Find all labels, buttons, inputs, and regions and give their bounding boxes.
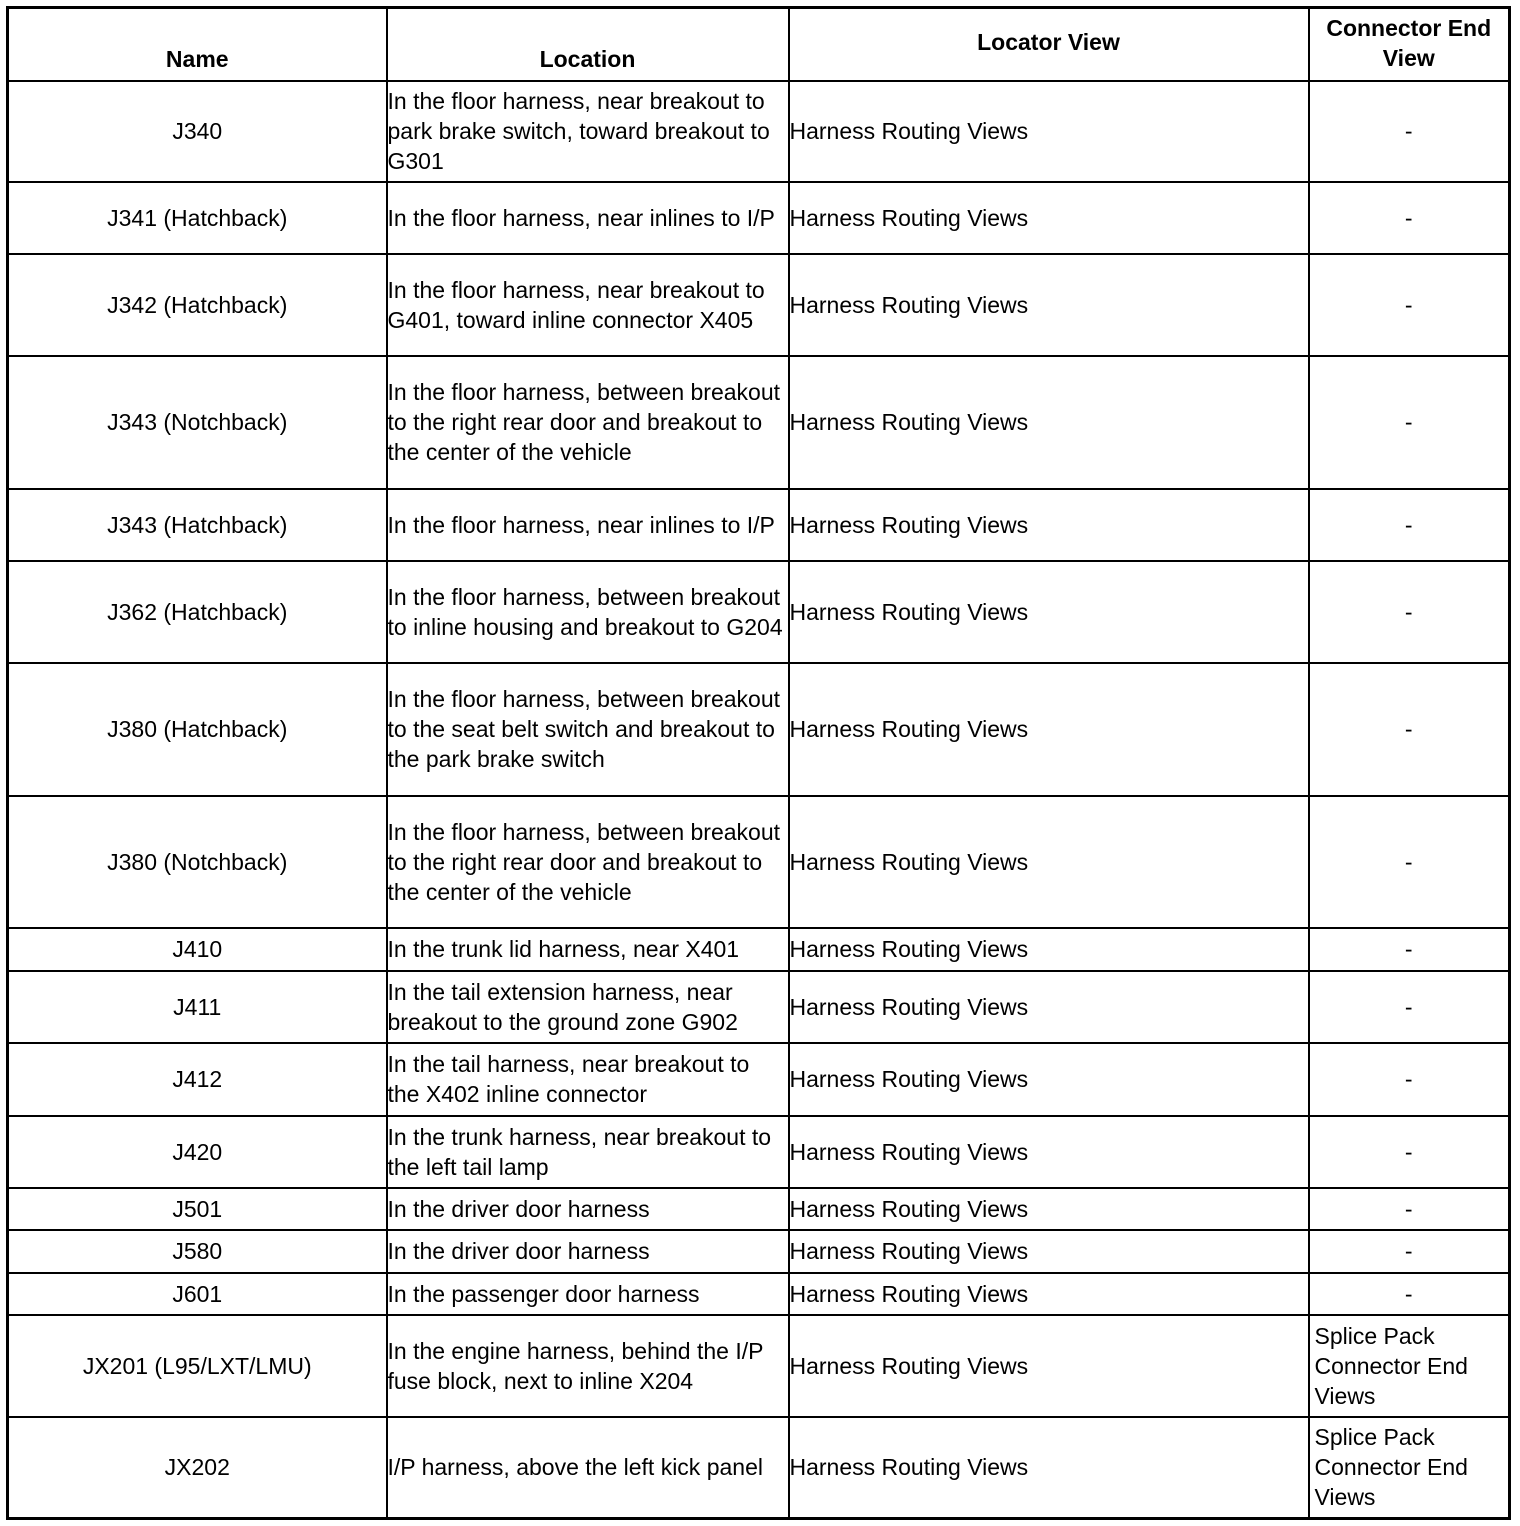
cell-location: In the floor harness, between breakout to the right rear door and breakout to the center of the vehicle [387, 356, 789, 489]
cell-connector-end-view: - [1309, 356, 1510, 489]
table-row [8, 1315, 1510, 1417]
cell-name: J342 (Hatchback) [8, 254, 387, 356]
cell-location: In the floor harness, between breakout to inline housing and breakout to G204 [387, 561, 789, 663]
cell-locator-view-link[interactable]: Harness Routing Views [789, 928, 1309, 971]
cell-name: J341 (Hatchback) [8, 182, 387, 254]
header-locator-view: Locator View [789, 8, 1309, 81]
table-row [8, 489, 1510, 561]
cell-location: In the floor harness, near inlines to I/P [387, 489, 789, 561]
cell-name: J580 [8, 1230, 387, 1273]
cell-locator-view-link[interactable]: Harness Routing Views [789, 1273, 1309, 1315]
table-row [8, 663, 1510, 796]
header-row [8, 8, 1510, 81]
cell-locator-view-link[interactable]: Harness Routing Views [789, 971, 1309, 1043]
cell-location: In the trunk harness, near breakout to the left tail lamp [387, 1116, 789, 1188]
header-location: Location [387, 8, 789, 81]
cell-name: J343 (Hatchback) [8, 489, 387, 561]
cell-name: J412 [8, 1043, 387, 1116]
table-row [8, 971, 1510, 1043]
table-row [8, 1043, 1510, 1116]
cell-name: J601 [8, 1273, 387, 1315]
cell-connector-end-view: - [1309, 182, 1510, 254]
cell-locator-view-link[interactable]: Harness Routing Views [789, 1043, 1309, 1116]
cell-name: J340 [8, 81, 387, 182]
cell-name: J501 [8, 1188, 387, 1230]
cell-locator-view-link[interactable]: Harness Routing Views [789, 356, 1309, 489]
table-row [8, 928, 1510, 971]
cell-location: In the trunk lid harness, near X401 [387, 928, 789, 971]
cell-name: J380 (Hatchback) [8, 663, 387, 796]
cell-location: In the driver door harness [387, 1230, 789, 1273]
header-name: Name [8, 8, 387, 81]
cell-name: J380 (Notchback) [8, 796, 387, 928]
table-row [8, 356, 1510, 489]
header-connector-end-view: Connector End View [1309, 8, 1510, 81]
cell-connector-end-view: - [1309, 561, 1510, 663]
table-row [8, 254, 1510, 356]
cell-connector-end-view: - [1309, 1230, 1510, 1273]
cell-connector-end-view: - [1309, 663, 1510, 796]
table-row [8, 182, 1510, 254]
cell-location: In the tail extension harness, near breakout to the ground zone G902 [387, 971, 789, 1043]
cell-location: In the floor harness, near breakout to G401, toward inline connector X405 [387, 254, 789, 356]
cell-locator-view-link[interactable]: Harness Routing Views [789, 663, 1309, 796]
cell-connector-end-view: - [1309, 1188, 1510, 1230]
cell-connector-end-view: - [1309, 1116, 1510, 1188]
cell-location: In the passenger door harness [387, 1273, 789, 1315]
cell-name: JX201 (L95/LXT/LMU) [8, 1315, 387, 1417]
cell-location: I/P harness, above the left kick panel [387, 1417, 789, 1519]
cell-locator-view-link[interactable]: Harness Routing Views [789, 1188, 1309, 1230]
table-row [8, 1417, 1510, 1519]
cell-location: In the floor harness, near breakout to park brake switch, toward breakout to G301 [387, 81, 789, 182]
cell-connector-end-view: - [1309, 971, 1510, 1043]
cell-connector-end-view: - [1309, 254, 1510, 356]
splice-locator-table [6, 6, 1511, 1520]
table-row [8, 1188, 1510, 1230]
cell-connector-end-view: - [1309, 928, 1510, 971]
cell-name: JX202 [8, 1417, 387, 1519]
cell-name: J410 [8, 928, 387, 971]
table-row [8, 1273, 1510, 1315]
table-row [8, 1230, 1510, 1273]
cell-connector-end-view: - [1309, 489, 1510, 561]
cell-name: J411 [8, 971, 387, 1043]
cell-location: In the engine harness, behind the I/P fuse block, next to inline X204 [387, 1315, 789, 1417]
cell-locator-view-link[interactable]: Harness Routing Views [789, 1230, 1309, 1273]
cell-connector-end-view-link[interactable]: Splice Pack Connector End Views [1309, 1315, 1510, 1417]
cell-connector-end-view: - [1309, 1273, 1510, 1315]
cell-location: In the floor harness, between breakout to the right rear door and breakout to the center of the vehicle [387, 796, 789, 928]
cell-locator-view-link[interactable]: Harness Routing Views [789, 561, 1309, 663]
cell-locator-view-link[interactable]: Harness Routing Views [789, 81, 1309, 182]
cell-location: In the tail harness, near breakout to the X402 inline connector [387, 1043, 789, 1116]
table-row [8, 561, 1510, 663]
cell-connector-end-view: - [1309, 1043, 1510, 1116]
cell-location: In the driver door harness [387, 1188, 789, 1230]
cell-location: In the floor harness, between breakout to the seat belt switch and breakout to the park brake switch [387, 663, 789, 796]
cell-name: J420 [8, 1116, 387, 1188]
cell-locator-view-link[interactable]: Harness Routing Views [789, 796, 1309, 928]
table-row [8, 1116, 1510, 1188]
cell-connector-end-view: - [1309, 796, 1510, 928]
cell-name: J362 (Hatchback) [8, 561, 387, 663]
cell-locator-view-link[interactable]: Harness Routing Views [789, 1116, 1309, 1188]
cell-location: In the floor harness, near inlines to I/P [387, 182, 789, 254]
cell-locator-view-link[interactable]: Harness Routing Views [789, 1315, 1309, 1417]
cell-locator-view-link[interactable]: Harness Routing Views [789, 489, 1309, 561]
cell-locator-view-link[interactable]: Harness Routing Views [789, 1417, 1309, 1519]
cell-connector-end-view-link[interactable]: Splice Pack Connector End Views [1309, 1417, 1510, 1519]
cell-locator-view-link[interactable]: Harness Routing Views [789, 182, 1309, 254]
cell-name: J343 (Notchback) [8, 356, 387, 489]
cell-connector-end-view: - [1309, 81, 1510, 182]
table-row [8, 81, 1510, 182]
cell-locator-view-link[interactable]: Harness Routing Views [789, 254, 1309, 356]
table-row [8, 796, 1510, 928]
